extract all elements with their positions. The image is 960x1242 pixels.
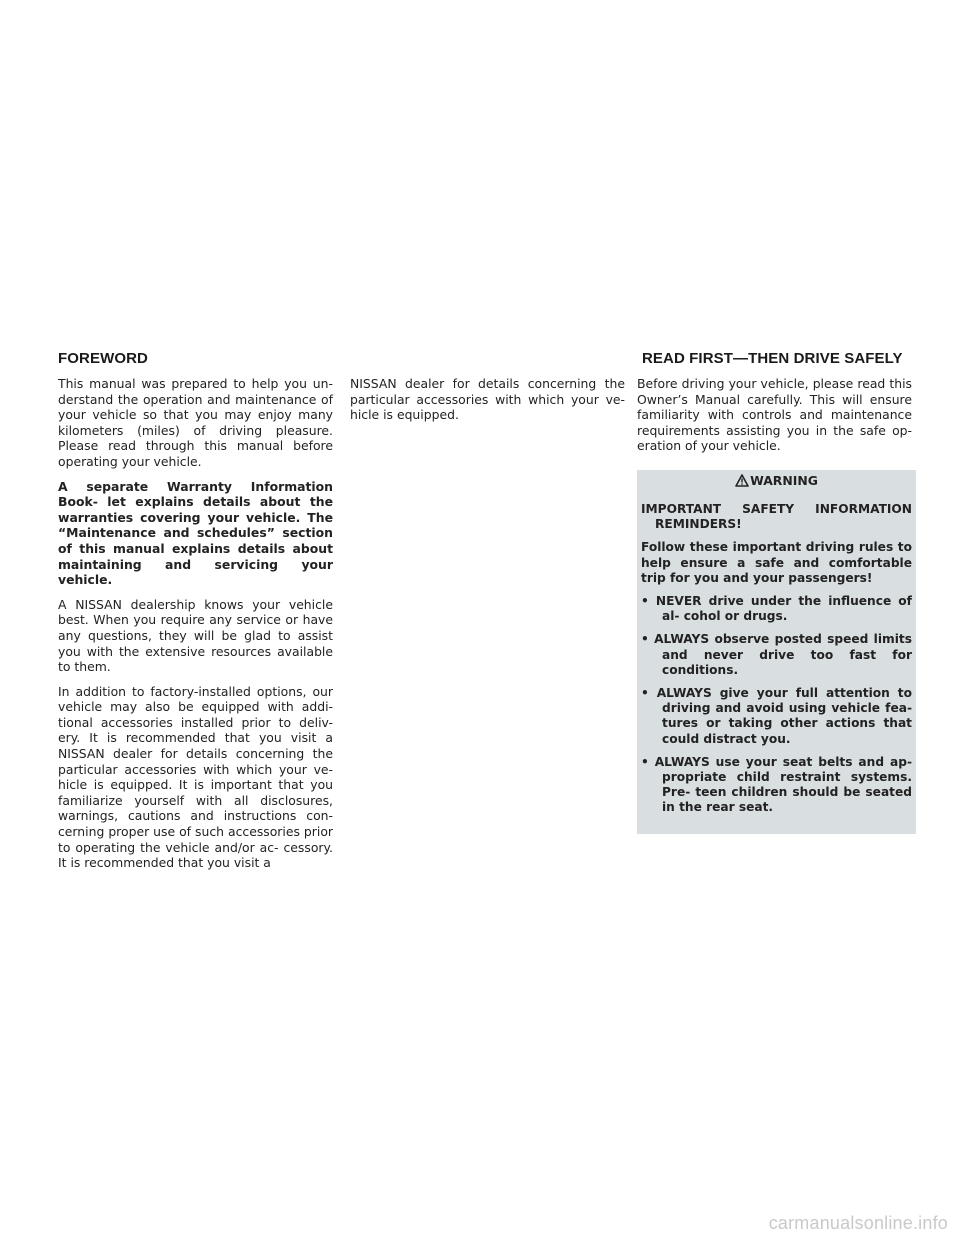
foreword-accessories-paragraph: In addition to factory-installed options, our vehicle may also be equipped with addi- tional accessories installed prior to deliv- ery. It is recommended that you visit a NISSAN dealer for details concerning the particular accessories with which your ve- hicle is equipped. It is important that you familiarize yourself with all disclosures, warnings, cautions and instructions con- cerning proper use of such accessories prior to operating the vehicle and/or ac- cessory. It is recommended that you visit a: [58, 683, 333, 871]
warning-triangle-icon: [735, 474, 749, 491]
warning-title: WARNING: [750, 472, 818, 488]
warning-bullet-list: [641, 594, 912, 816]
foreword-warranty-paragraph: A separate Warranty Information Book- let explains details about the warranties covering your vehicle. The “Maintenance and schedules” section of this manual explains details about maintaining and servicing your vehicle.: [58, 478, 333, 588]
foreword-dealership-paragraph: A NISSAN dealership knows your vehicle best. When you require any service or have any questions, they will be glad to assist you with the extensive resources available to them.: [58, 596, 333, 675]
read-first-heading: READ FIRST—THEN DRIVE SAFELY: [642, 350, 903, 367]
warning-bullet: • ALWAYS give your full attention to driving and avoid using vehicle fea- tures or taking other actions that could distract you.: [641, 686, 912, 746]
warning-body: [641, 494, 912, 816]
warning-bullet: • NEVER drive under the influence of al- cohol or drugs.: [641, 593, 912, 624]
footer-watermark[interactable]: carmanualsonline.info: [768, 1213, 948, 1233]
foreword-accessories-continued: NISSAN dealer for details concerning the particular accessories with which your ve- hicle is equipped.: [350, 376, 625, 423]
warning-box: [637, 470, 916, 834]
foreword-column-2: [350, 376, 625, 432]
warning-bullet: • ALWAYS use your seat belts and ap- propriate child restraint systems. Pre- teen children should be seated in the rear seat.: [641, 754, 912, 815]
read-first-column: [637, 376, 912, 834]
warning-bullet: • ALWAYS observe posted speed limits and never drive too fast for conditions.: [641, 632, 912, 677]
read-first-intro: Before driving your vehicle, please read this Owner’s Manual carefully. This will ensure familiarity with controls and maintenance requirements assisting you in the safe op- eration of your vehicle.: [637, 376, 912, 454]
warning-title-bar: [641, 470, 912, 494]
foreword-heading: FOREWORD: [58, 350, 148, 367]
foreword-column-1: [58, 376, 333, 880]
warning-heading: IMPORTANT SAFETY INFORMATION REMINDERS!: [641, 501, 912, 532]
warning-lead: Follow these important driving rules to help ensure a safe and comfortable trip for you and your passengers!: [641, 540, 912, 585]
foreword-paragraph-1: This manual was prepared to help you un- derstand the operation and maintenance of your vehicle so that you may enjoy many kilometers (miles) of driving pleasure. Please read through this manual before operating your vehicle.: [58, 376, 333, 469]
